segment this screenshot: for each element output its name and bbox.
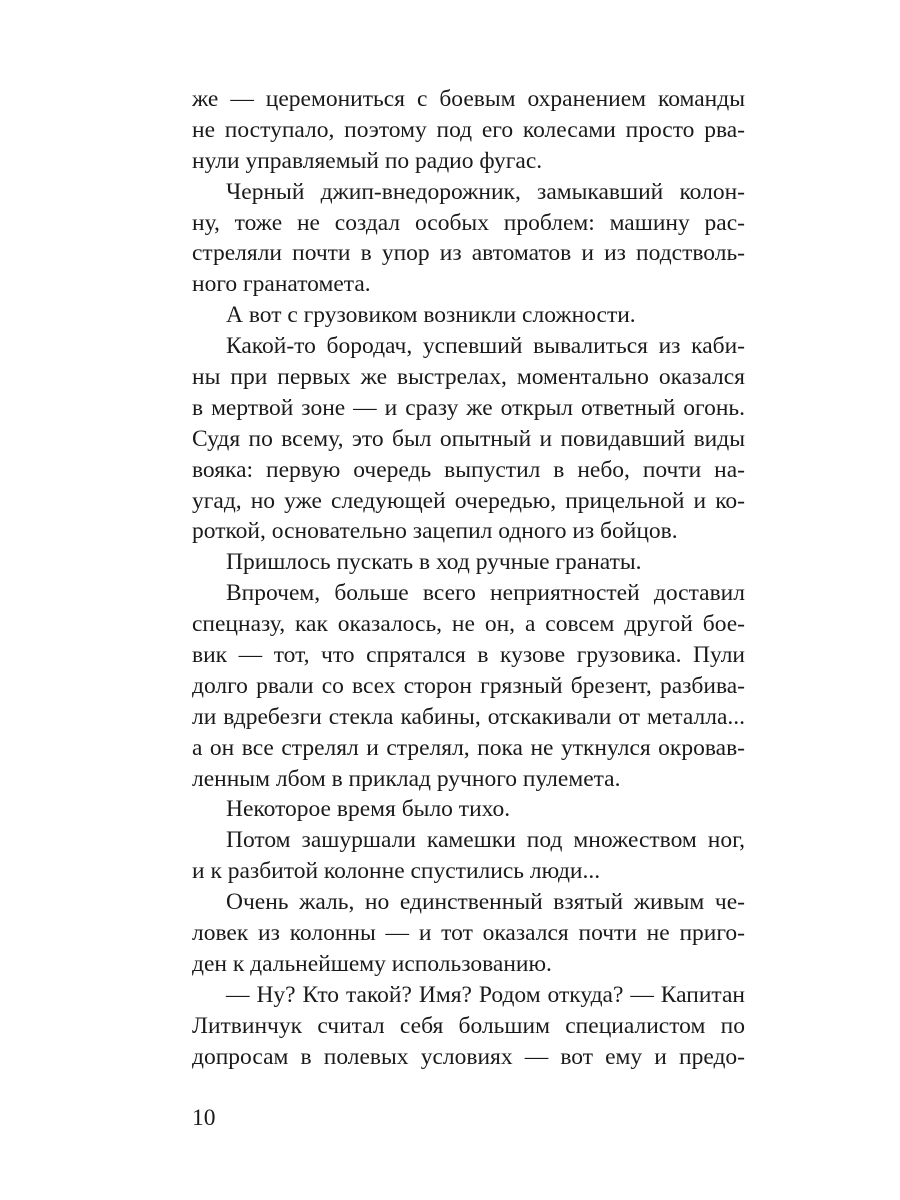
paragraph xyxy=(192,887,745,980)
text-line: Пришлось пускать в ход ручные гранаты. xyxy=(226,549,642,576)
text-line: допросам в полевых условиях — вот ему и предо- xyxy=(192,1043,745,1070)
text-line: вик — тот, что спрятался в кузове грузовика. Пули xyxy=(192,642,745,669)
text-line: А вот с грузовиком возникли сложности. xyxy=(226,302,636,329)
text-line: стреляли почти в упор из автоматов и из подстволь- xyxy=(192,240,745,267)
text-line: ленным лбом в приклад ручного пулемета. xyxy=(192,765,621,792)
text-line: Очень жаль, но единственный взятый живым че- xyxy=(226,889,745,916)
paragraph xyxy=(192,578,745,794)
text-line: в мертвой зоне — и сразу же открыл ответный огонь. xyxy=(192,394,745,421)
paragraph xyxy=(192,980,745,1073)
text-line: спецназу, как оказалось, не он, а совсем другой бое- xyxy=(192,611,745,638)
paragraph xyxy=(192,331,745,547)
text-line: ловек из колонны — и тот оказался почти не приго- xyxy=(192,920,745,947)
text-line: ден к дальнейшему использованию. xyxy=(192,950,552,977)
paragraph xyxy=(192,300,745,331)
text-line: нули управляемый по радио фугас. xyxy=(192,147,543,174)
text-line: роткой, основательно зацепил одного из бойцов. xyxy=(192,518,678,545)
paragraph xyxy=(192,825,745,887)
text-line: вояка: первую очередь выпустил в небо, почти на- xyxy=(192,456,745,483)
text-line: Впрочем, больше всего неприятностей доставил xyxy=(226,580,745,607)
body-text xyxy=(192,84,745,1073)
page-number: 10 xyxy=(192,1105,216,1131)
text-line: ны при первых же выстрелах, моментально оказался xyxy=(192,364,745,391)
text-line: Какой-то бородач, успевший вывалиться из каби- xyxy=(226,333,745,360)
text-line: Литвинчук считал себя большим специалистом по xyxy=(192,1012,745,1039)
text-line: — Ну? Кто такой? Имя? Родом откуда? — Капитан xyxy=(226,981,745,1008)
text-line: Судя по всему, это был опытный и повидавший виды xyxy=(192,425,745,452)
paragraph xyxy=(192,547,745,578)
text-line: ли вдребезги стекла кабины, отскакивали от металла... xyxy=(192,703,745,730)
text-line: а он все стрелял и стрелял, пока не уткнулся окровав- xyxy=(192,734,745,761)
text-line: не поступало, поэтому под его колесами просто рва- xyxy=(192,116,745,143)
text-line: Черный джип-внедорожник, замыкавший колон- xyxy=(226,178,745,205)
paragraph xyxy=(192,84,745,177)
text-line: и к разбитой колонне спустились люди... xyxy=(192,858,601,885)
text-line: же — церемониться с боевым охранением команды xyxy=(192,86,745,112)
paragraph xyxy=(192,177,745,301)
text-line: Потом зашуршали камешки под множеством ног, xyxy=(226,827,745,854)
text-line: Некоторое время было тихо. xyxy=(226,796,511,823)
text-line: ного гранатомета. xyxy=(192,271,371,298)
text-line: угад, но уже следующей очередью, прицельной и ко- xyxy=(192,487,745,514)
paragraph xyxy=(192,794,745,825)
text-line: ну, тоже не создал особых проблем: машину рас- xyxy=(192,209,745,236)
text-line: долго рвали со всех сторон грязный брезент, разбива- xyxy=(192,672,745,699)
